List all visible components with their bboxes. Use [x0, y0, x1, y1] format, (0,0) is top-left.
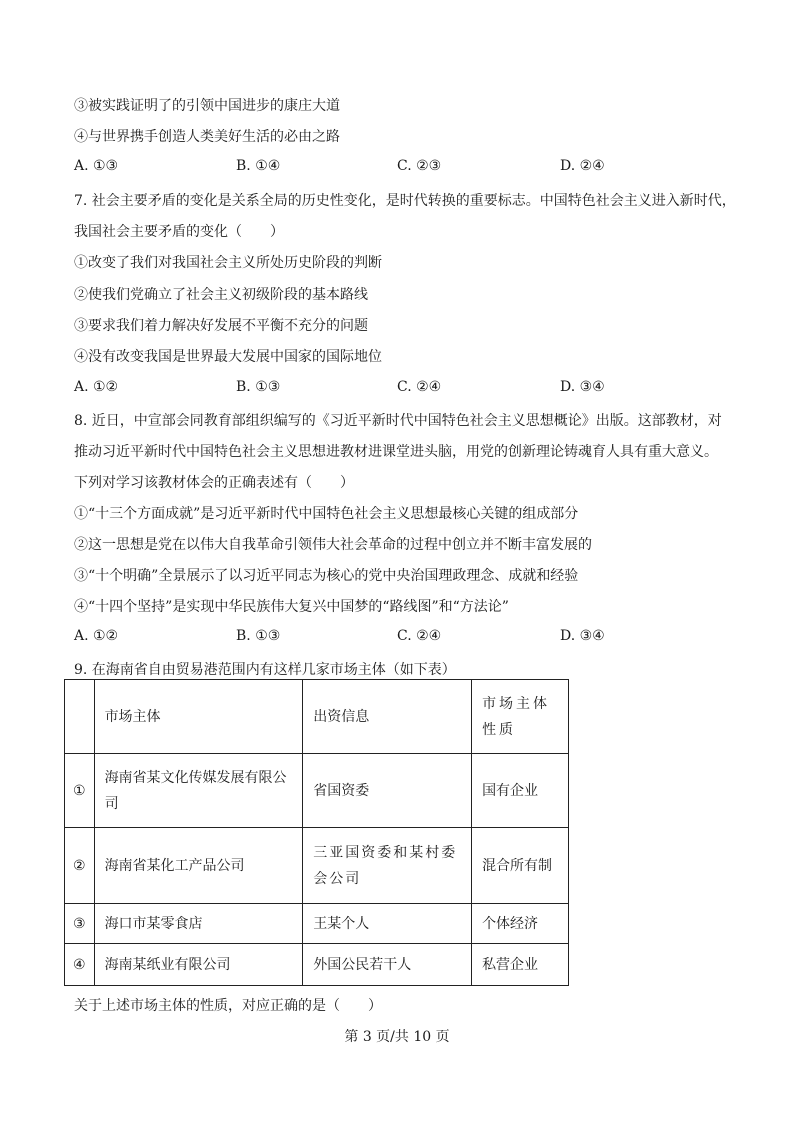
q7-item-4: ④没有改变我国是世界最大发展中国家的国际地位 [74, 349, 382, 365]
q6-option-b[interactable]: B. ①④ [236, 158, 281, 174]
q8-option-b[interactable]: B. ①③ [236, 628, 281, 644]
table-header-cell: 市场主体性质 [472, 680, 569, 754]
table-header-cell [65, 680, 95, 754]
table-cell: ② [65, 828, 95, 904]
q7-item-2: ②使我们党确立了社会主义初级阶段的基本路线 [74, 287, 368, 303]
table-row [65, 944, 569, 986]
q7-option-b[interactable]: B. ①③ [236, 379, 281, 395]
q6-item-3: ③被实践证明了的引领中国进步的康庄大道 [74, 98, 340, 114]
q7-item-3: ③要求我们着力解决好发展不平衡不充分的问题 [74, 318, 368, 334]
q8-item-1: ①“十三个方面成就”是习近平新时代中国特色社会主义思想最核心关键的组成部分 [74, 506, 579, 522]
q6-option-d[interactable]: D. ②④ [560, 158, 605, 174]
q9-question: 关于上述市场主体的性质，对应正确的是（ ） [74, 998, 382, 1014]
q8-stem-line-2: 推动习近平新时代中国特色社会主义思想进教材进课堂进头脑，用党的创新理论铸魂育人具有重大意义。 [74, 444, 718, 460]
q7-option-a[interactable]: A. ①② [74, 379, 119, 395]
q8-option-a[interactable]: A. ①② [74, 628, 119, 644]
q8-stem-line-3: 下列对学习该教材体会的正确表述有（ ） [74, 475, 354, 491]
table-cell: 海南某纸业有限公司 [94, 944, 303, 986]
table-header-cell: 出资信息 [303, 680, 472, 754]
table-cell: 个体经济 [472, 904, 569, 944]
q8-options [74, 628, 734, 648]
table-cell: 海南省某化工产品公司 [94, 828, 303, 904]
table-row [65, 754, 569, 828]
q6-option-a[interactable]: A. ①③ [74, 158, 119, 174]
q7-stem-line-1: 7. 社会主要矛盾的变化是关系全局的历史性变化，是时代转换的重要标志。中国特色社会主义进入新时代， [74, 193, 736, 209]
q8-item-3: ③“十个明确”全景展示了以习近平同志为核心的党中央治国理政理念、成就和经验 [74, 568, 579, 584]
table-cell: 私营企业 [472, 944, 569, 986]
q8-item-2: ②这一思想是党在以伟大自我革命引领伟大社会革命的过程中创立并不断丰富发展的 [74, 537, 592, 553]
page-footer: 第 3 页/共 10 页 [344, 1029, 450, 1045]
q8-stem-line-1: 8. 近日，中宣部会同教育部组织编写的《习近平新时代中国特色社会主义思想概论》出版。这部教材，对 [74, 413, 722, 429]
table-row [65, 904, 569, 944]
q7-options [74, 379, 734, 399]
table-cell: 海口市某零食店 [94, 904, 303, 944]
q6-option-c[interactable]: C. ②③ [397, 158, 442, 174]
q8-option-c[interactable]: C. ②④ [397, 628, 442, 644]
q9-stem: 9. 在海南省自由贸易港范围内有这样几家市场主体（如下表） [74, 662, 456, 678]
table-cell: 国有企业 [472, 754, 569, 828]
table-cell: ③ [65, 904, 95, 944]
q7-item-1: ①改变了我们对我国社会主义所处历史阶段的判断 [74, 255, 382, 271]
table-cell: 三亚国资委和某村委会公司 [303, 828, 472, 904]
table-row [65, 828, 569, 904]
q6-options [74, 158, 734, 178]
q8-option-d[interactable]: D. ③④ [560, 628, 605, 644]
table-header-row [65, 680, 569, 754]
q7-option-d[interactable]: D. ③④ [560, 379, 605, 395]
q8-item-4: ④“十四个坚持”是实现中华民族伟大复兴中国梦的“路线图”和“方法论” [74, 599, 509, 615]
table-cell: 省国资委 [303, 754, 472, 828]
table-header-cell: 市场主体 [94, 680, 303, 754]
q7-stem-line-2: 我国社会主要矛盾的变化（ ） [74, 224, 284, 240]
table-cell: ④ [65, 944, 95, 986]
table-cell: 混合所有制 [472, 828, 569, 904]
q7-option-c[interactable]: C. ②④ [397, 379, 442, 395]
q6-item-4: ④与世界携手创造人类美好生活的必由之路 [74, 129, 340, 145]
market-entity-table [64, 679, 569, 986]
table-cell: 王某个人 [303, 904, 472, 944]
table-cell: ① [65, 754, 95, 828]
table-cell: 外国公民若干人 [303, 944, 472, 986]
table-cell: 海南省某文化传媒发展有限公司 [94, 754, 303, 828]
